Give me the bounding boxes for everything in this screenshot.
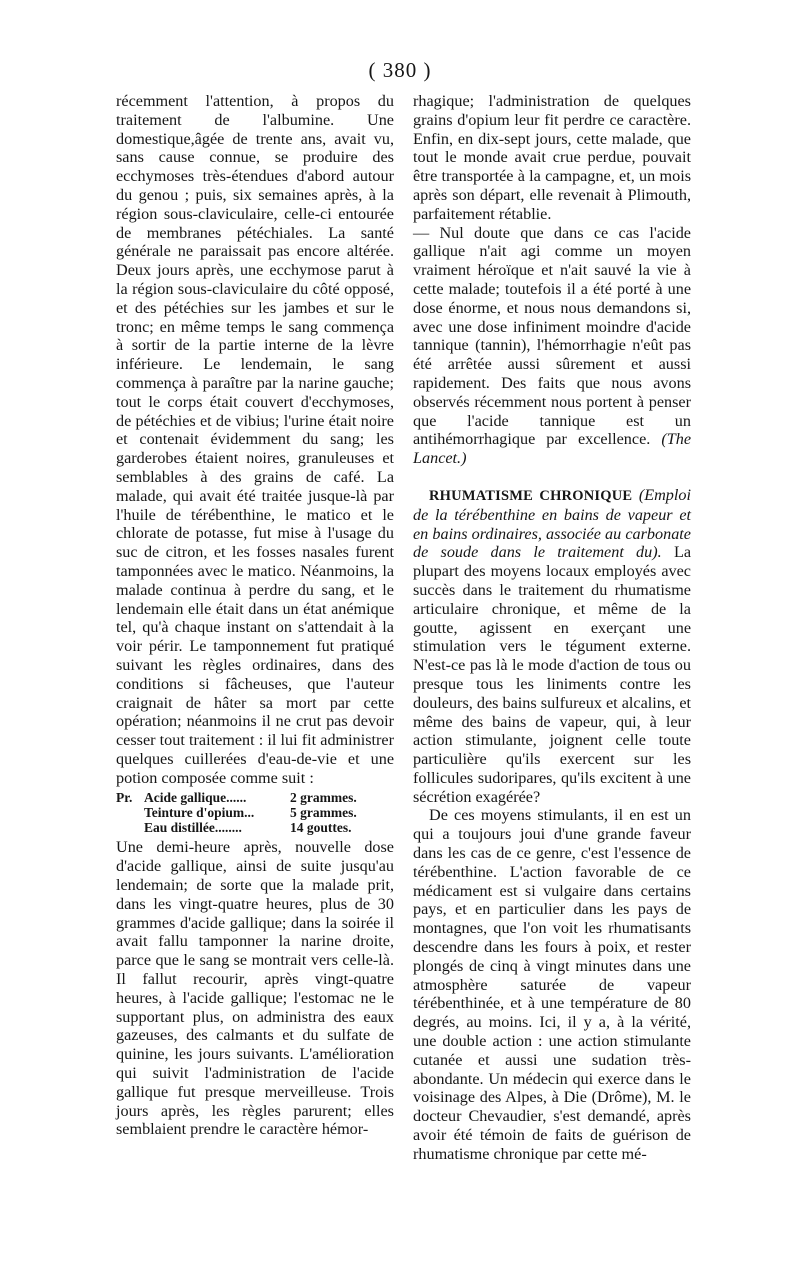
prescription-prefix — [116, 820, 144, 835]
prescription-block — [116, 790, 394, 835]
right-paragraph-2 — [413, 224, 691, 468]
section-spacer — [413, 468, 691, 486]
prescription-row — [116, 805, 394, 820]
prescription-ingredient: Teinture d'opium... — [144, 805, 255, 821]
right-paragraph-2-text: — Nul doute que dans ce cas l'acide gallique n'ait agi comme un moyen vraiment héroïque et n'ait sauvé la vie à cette malade; toutefois il a été porté à une dose énorme, et nous nous demandons si, avec une dose infiniment moindre d'acide tannique (tannin), l'hémorrhagie n'eût pas été arrêtée aussi sûrement et aussi rapidement. Des faits que nous avons observés récemment nous portent à penser que l'acide tannique est un antihémorrhagique par excellence. — [413, 223, 691, 449]
left-column — [116, 92, 394, 1139]
prescription-ingredient: Acide gallique...... — [144, 790, 247, 806]
section-heading-subtitle: (Emploi de la térébenthine en bains de vapeur et en bains ordinaires, associée au carbonate de soude dans le traitement du). — [413, 485, 691, 562]
prescription-ingredient: Eau distillée........ — [144, 820, 242, 836]
prescription-dose: 5 grammes. — [290, 805, 357, 821]
prescription-row — [116, 790, 394, 805]
right-paragraph-1: rhagique; l'administration de quelques grains d'opium leur fit perdre ce caractère. Enfin, en dix-sept jours, cette malade, que tout le monde avait crue perdue, pouvait être transportée à la campagne, et, un mois après son départ, elle revenait à Plimouth, parfaitement rétablie. — [413, 92, 691, 223]
prescription-dose: 14 gouttes. — [290, 820, 352, 836]
right-column — [413, 92, 691, 1164]
page-number: ( 380 ) — [368, 58, 432, 82]
prescription-dose: 2 grammes. — [290, 790, 357, 806]
section-paragraph-1-text: La plupart des moyens locaux employés avec succès dans le traitement du rhumatisme articulaire chronique, et même de la goutte, agissent en exerçant une stimulation vers le tégument externe. N'est-ce pas là le mode d'action de tous ou presque tous les liniments contre les douleurs, des bains sulfureux et alcalins, et même des bains de vapeur, qui, à leur action stimulante, joignent celle toute particulière qu'ils exercent sur les follicules sudoripares, qu'ils excitent à une sécrétion exagérée? — [413, 543, 692, 806]
prescription-prefix: Pr. — [116, 790, 133, 806]
section-heading: RHUMATISME CHRONIQUE — [429, 487, 633, 504]
source-citation: (The Lancet.) — [413, 430, 691, 468]
prescription-row — [116, 820, 394, 835]
section-paragraph-2: De ces moyens stimulants, il en est un qui a toujours joui d'une grande faveur dans les cas de ce genre, c'est l'essence de térébenthine. L'action favorable de ce médicament est si vulgaire dans certains pays, et en particulier dans les pays de montagnes, que l'on voit les rhumatisants descendre dans les fours à poix, et rester plongés de cinq à vingt minutes dans une atmosphère saturée de vapeur térébenthinée, et à une température de 80 degrés, au moins. Ici, il y a, à la vérité, une double action : une action stimulante cutanée et aussi une sudation très-abondante. Un médecin qui exerce dans le voisinage des Alpes, à Die (Drôme), M. le docteur Chevaudier, s'est demandé, après avoir été témoin de faits de guérison de rhumatisme chronique par cette mé- — [413, 806, 691, 1163]
left-paragraph-1: récemment l'attention, à propos du traitement de l'albumine. Une domestique,âgée de trente ans, avait vu, sans cause connue, se produire des ecchymoses très-étendues d'abord autour du genou ; puis, six semaines après, à la région sous-claviculaire, celle-ci entourée de membranes pétéchiales. La santé générale ne paraissait pas encore altérée. Deux jours après, une ecchymose parut à la région sous-claviculaire du côté opposé, et des pétéchies sur les jambes et sur le tronc; en même temps le sang commença à sortir de la partie interne de la lèvre inférieure. Le lendemain, le sang commença à paraître par la narine gauche; tout le corps était couvert d'ecchymoses, de pétéchies et de vibius; l'urine était noire et contenait évidemment du sang; les garderobes étaient noires, granuleuses et semblables à des grains de café. La malade, qui avait été traitée jusque-là par l'huile de térébenthine, le matico et le chlorate de potasse, fut mise à l'usage du suc de citron, et les fosses nasales furent tamponnées avec le matico. Néanmoins, la malade continua à perdre du sang, et le lendemain elle était dans un état anémique tel, qu'à chaque instant on s'attendait à la voir périr. Le tamponnement fut pratiqué suivant les règles ordinaires, dans des conditions si fâcheuses, que l'auteur craignait de hâter sa mort par cette opération; néanmoins il ne crut pas devoir cesser tout traitement : il lui fit administrer quelques cuillerées d'eau-de-vie et une potion composée comme suit : — [116, 92, 394, 787]
left-paragraph-2: Une demi-heure après, nouvelle dose d'acide gallique, ainsi de suite jusqu'au lendemain; de sorte que la malade prit, dans les vingt-quatre heures, plus de 30 grammes d'acide gallique; dans la soirée il avait fallu tamponner la narine droite, parce que le sang se montrait vers celle-là. Il fallut recourir, après vingt-quatre heures, à l'acide gallique; l'estomac ne le supportant plus, on administra des eaux gazeuses, des calmants et du sulfate de quinine, les jours suivants. L'amélioration qui suivit l'administration de l'acide gallique fut presque merveilleuse. Trois jours après, les règles parurent; elles semblaient prendre le caractère hémor- — [116, 838, 394, 1139]
section-paragraph-1 — [413, 486, 691, 807]
prescription-prefix — [116, 805, 144, 820]
